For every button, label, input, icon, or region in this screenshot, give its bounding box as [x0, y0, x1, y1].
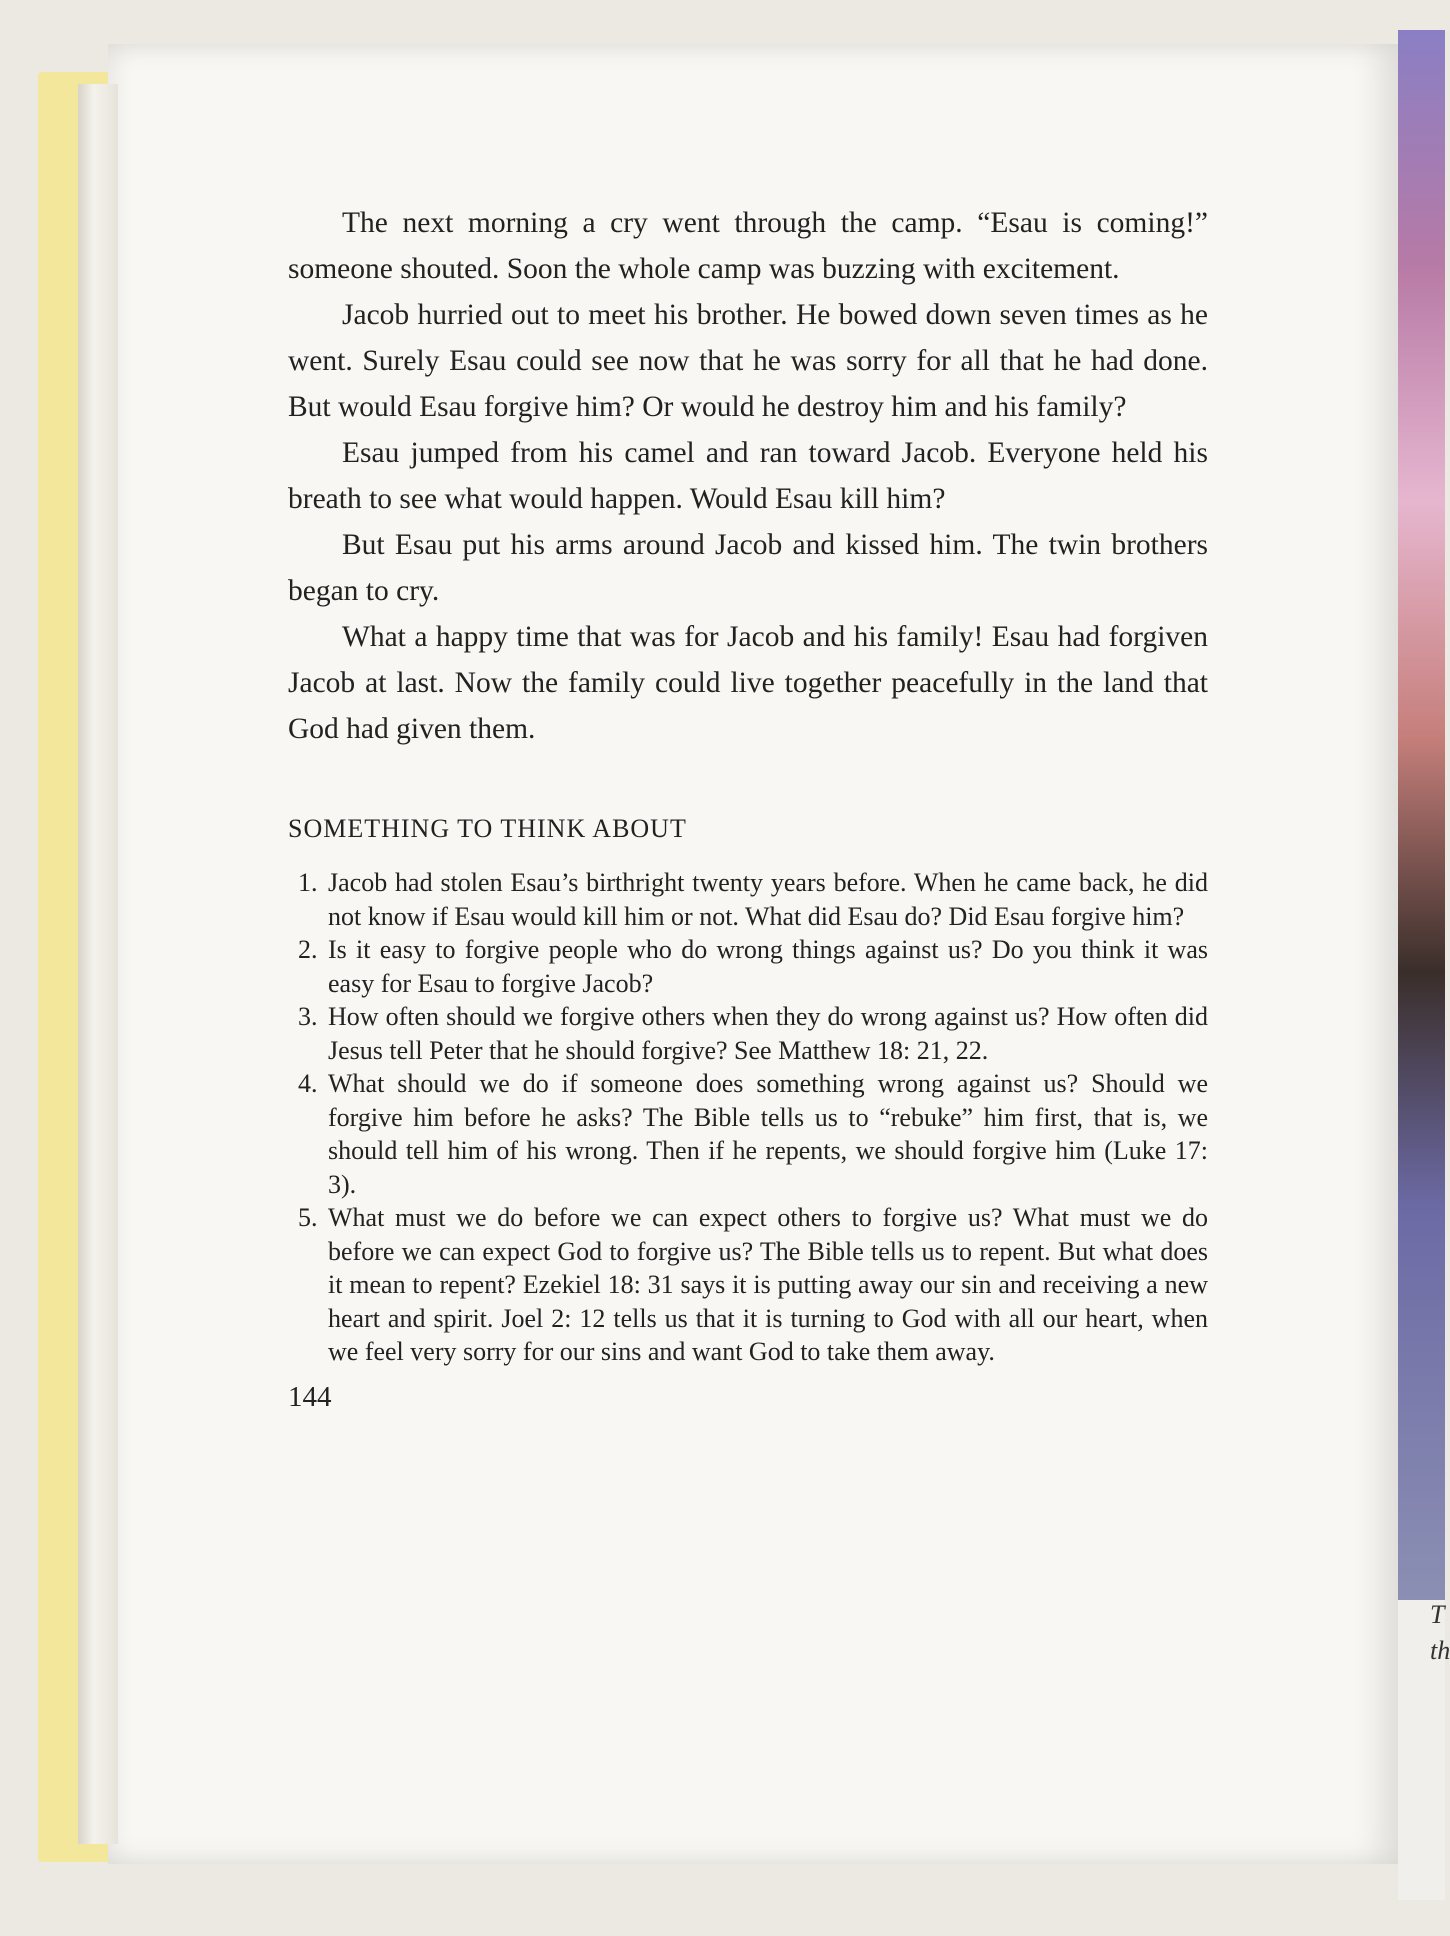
story-paragraph: Jacob hurried out to meet his brother. He bowed down seven times as he went. Surely Esau could see now that he was sorry for all that he had done. But would Esau forgive him? Or would he destroy him and his family? [288, 299, 1208, 423]
facing-caption-fragment-2: th [1430, 1636, 1450, 1665]
page-content [288, 200, 1208, 1414]
question-list [288, 866, 1208, 1369]
question-item: 1. Jacob had stolen Esau’s birthright twenty years before. When he came back, he did not know if Esau would kill him or not. What did Esau do? Did Esau forgive him? [324, 866, 1208, 933]
question-item: 2. Is it easy to forgive people who do wrong things against us? Do you think it was easy for Esau to forgive Jacob? [324, 933, 1208, 1000]
story-paragraph: Esau jumped from his camel and ran toward Jacob. Everyone held his breath to see what would happen. Would Esau kill him? [288, 437, 1208, 515]
page-edges [78, 84, 118, 1844]
story-paragraph: The next morning a cry went through the camp. “Esau is coming!” someone shouted. Soon the whole camp was buzzing with excitement. [288, 207, 1208, 285]
facing-caption-fragment-1: T [1430, 1600, 1445, 1629]
story-paragraph: What a happy time that was for Jacob and his family! Esau had forgiven Jacob at last. Now the family could live together peacefully in the land that God had given them. [288, 621, 1208, 745]
question-item: 4. What should we do if someone does something wrong against us? Should we forgive him before he asks? The Bible tells us to “rebuke” him first, that is, we should tell him of his wrong. Then if he repents, we should forgive him (Luke 17: 3). [324, 1067, 1208, 1201]
section-heading: SOMETHING TO THINK ABOUT [288, 814, 687, 843]
page-number: 144 [288, 1380, 332, 1413]
facing-page-illustration [1398, 30, 1445, 1600]
question-item: 3. How often should we forgive others when they do wrong against us? How often did Jesus tell Peter that he should forgive? See Matthew 18: 21, 22. [324, 1000, 1208, 1067]
question-item: 5. What must we do before we can expect others to forgive us? What must we do before we can expect God to forgive us? The Bible tells us to repent. But what does it mean to repent? Ezekiel 18: 31 says it is putting away our sin and receiving a new heart and spirit. Joel 2: 12 tells us that it is turning to God with all our heart, when we feel very sorry for our sins and want God to take them away. [324, 1201, 1208, 1369]
story-paragraph: But Esau put his arms around Jacob and kissed him. The twin brothers began to cry. [288, 529, 1208, 607]
